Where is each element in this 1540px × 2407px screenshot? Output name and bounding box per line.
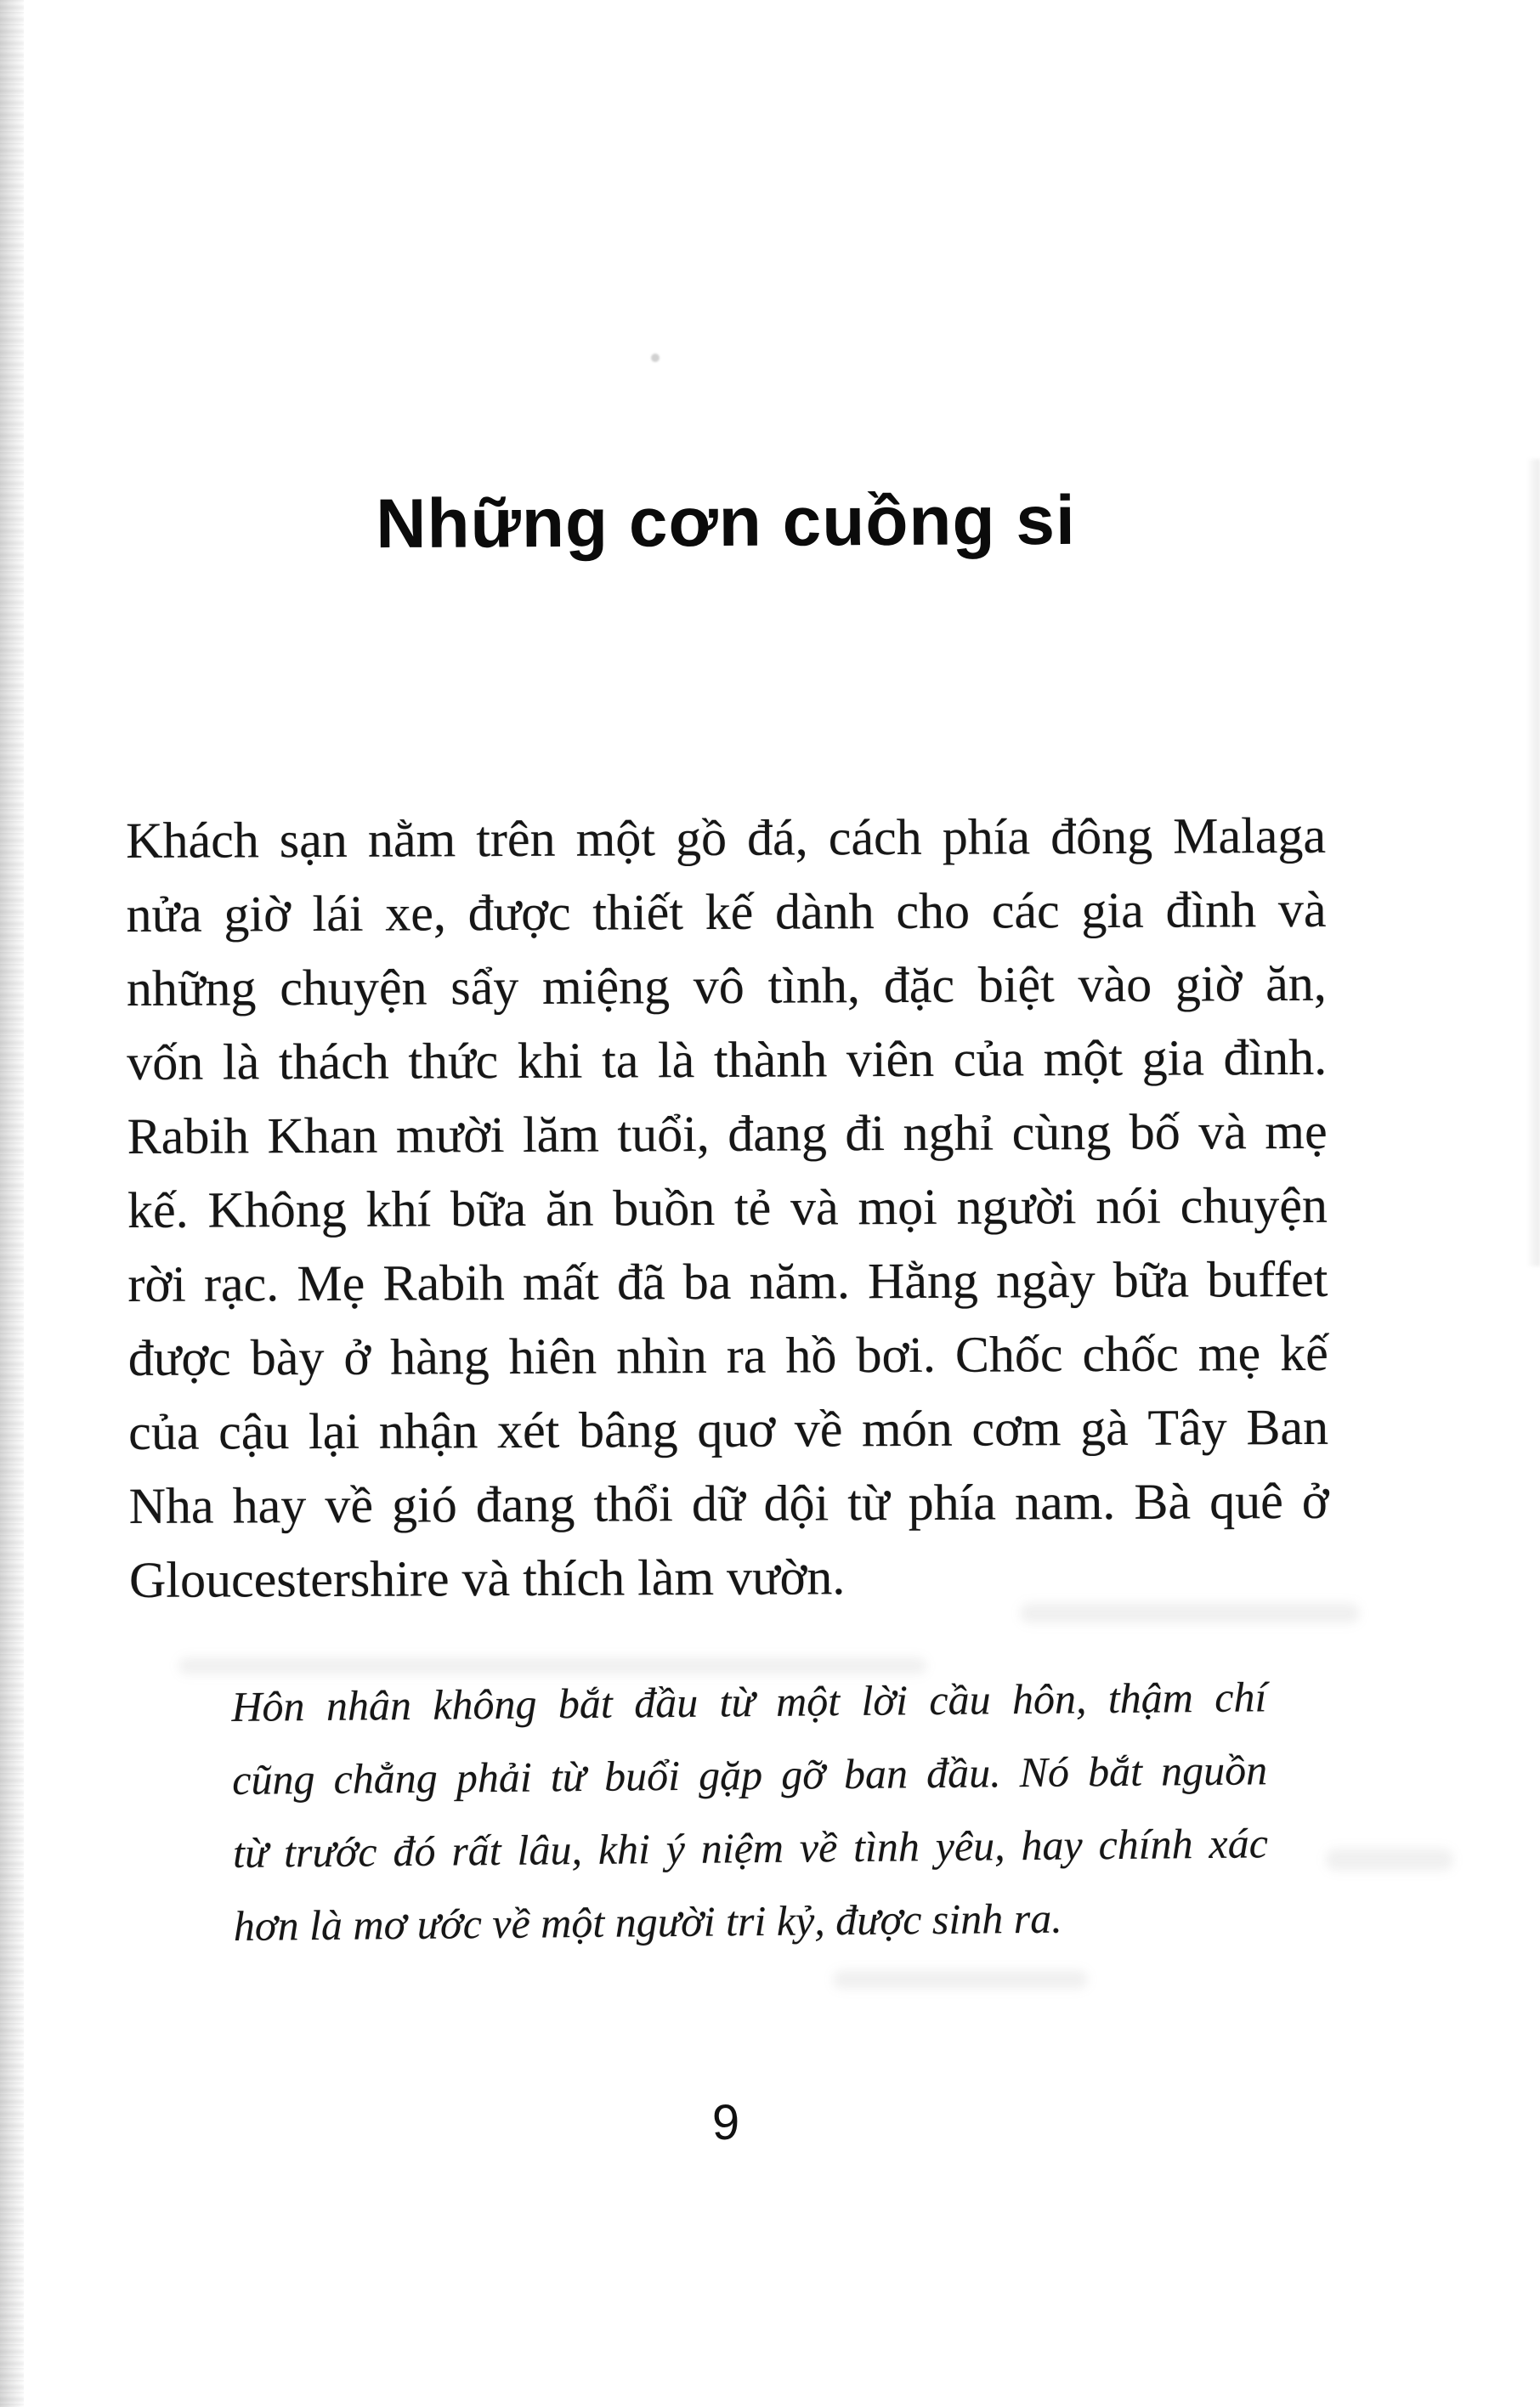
word: Hôn [231, 1682, 305, 1730]
word: đình. [1223, 1028, 1328, 1086]
word: nói [1096, 1177, 1162, 1235]
word: đã [616, 1254, 665, 1311]
word: Rabih [127, 1107, 250, 1164]
word: bố [1129, 1103, 1180, 1160]
word: gia [1141, 1029, 1205, 1086]
scan-smudge [178, 1657, 926, 1674]
word: được [127, 1329, 231, 1386]
word: tình, [767, 957, 861, 1014]
word: một [575, 810, 656, 867]
word: đặc [883, 956, 955, 1014]
word: kế. [127, 1181, 189, 1238]
word: của [128, 1403, 200, 1460]
word: mẹ [1197, 1325, 1261, 1382]
word: nằm [367, 811, 456, 868]
word: quơ [697, 1401, 776, 1458]
word: ở [343, 1328, 371, 1385]
word: không [433, 1679, 537, 1729]
word: những [126, 960, 257, 1017]
word: cơm [971, 1400, 1062, 1457]
word: kế [705, 883, 754, 941]
text-line [233, 1806, 1269, 1889]
word: thậm [1107, 1674, 1194, 1723]
word: đi [845, 1105, 886, 1162]
word: Khan [267, 1107, 378, 1164]
word: ta [601, 1032, 639, 1089]
word: chẳng [333, 1753, 438, 1803]
word: năm. [749, 1253, 851, 1310]
text-line [126, 873, 1326, 952]
word: gặp [698, 1751, 763, 1799]
word: một [775, 1677, 841, 1725]
word: cậu [218, 1403, 290, 1460]
text-line [126, 799, 1326, 878]
word: xác [1209, 1819, 1269, 1867]
word: sạn [279, 811, 348, 869]
scan-smudge [1020, 1603, 1360, 1623]
word: Malaga [1173, 807, 1327, 864]
body-paragraph [126, 799, 1329, 1617]
word: nhận [378, 1402, 478, 1459]
word: kế [1280, 1324, 1328, 1382]
word: thổi [593, 1475, 674, 1532]
word: bơi. [856, 1326, 937, 1384]
word: phải [456, 1753, 532, 1802]
word: Khách [126, 812, 259, 869]
word: gỡ [780, 1750, 826, 1798]
text-line: Gloucestershire và thích làm vườn. [128, 1549, 846, 1608]
word: khí [365, 1181, 432, 1237]
word: biệt [977, 956, 1055, 1013]
word: là [222, 1034, 260, 1090]
word: dành [774, 883, 875, 940]
word: về [794, 1401, 843, 1458]
word: đình [1165, 881, 1257, 938]
page-number: 9 [711, 2095, 740, 2150]
text-line [128, 1464, 1328, 1543]
word: chuyện [280, 959, 427, 1017]
word: Chốc [954, 1326, 1063, 1383]
word: ăn [545, 1180, 594, 1237]
word: Ban [1246, 1398, 1329, 1456]
word: đông [1050, 807, 1153, 865]
word: buổi [603, 1751, 681, 1800]
word: người [956, 1178, 1077, 1235]
word: cho [896, 882, 971, 940]
word: vô [693, 957, 745, 1015]
word: yêu, [935, 1821, 1005, 1871]
word: khi [597, 1825, 651, 1873]
text-line [127, 1169, 1328, 1248]
word: hôn, [1011, 1674, 1087, 1724]
word: từ [719, 1678, 755, 1726]
word: bắt [1087, 1747, 1143, 1796]
word: là [657, 1032, 695, 1089]
word: từ [550, 1753, 586, 1801]
word: chí [1214, 1673, 1267, 1721]
word: tình [852, 1822, 920, 1871]
word: rạc. [203, 1255, 280, 1312]
word: đầu. [926, 1748, 1001, 1798]
word: từ [847, 1475, 890, 1532]
scan-edge-shadow-right [1526, 459, 1540, 1266]
chapter-title: Những cơn cuồng si [375, 481, 1076, 564]
word: Không [207, 1181, 347, 1238]
word: một [1043, 1029, 1124, 1087]
word: các [991, 882, 1060, 939]
word: giờ [1175, 955, 1243, 1012]
word: rất [451, 1826, 501, 1875]
word: viên [846, 1030, 935, 1088]
word: ngày [995, 1252, 1096, 1309]
word: nghỉ [903, 1104, 994, 1162]
word: hiên [508, 1328, 597, 1385]
word: buồn [613, 1179, 716, 1237]
word: về [325, 1476, 374, 1533]
word: từ [232, 1828, 269, 1877]
word: bâng [578, 1402, 678, 1458]
word: lời [861, 1676, 909, 1725]
word: đang [728, 1105, 828, 1162]
word: bắt [558, 1679, 614, 1728]
word: niệm [700, 1823, 784, 1872]
word: ở [1301, 1472, 1329, 1529]
word: thành [713, 1031, 828, 1088]
word: nhìn [615, 1328, 707, 1385]
text-line [127, 1021, 1327, 1100]
word: ăn, [1265, 954, 1327, 1012]
word: chính [1098, 1820, 1193, 1869]
word: khi [517, 1032, 583, 1089]
word: Mẹ [297, 1254, 365, 1312]
word: bữa [1113, 1251, 1190, 1308]
word: chốc [1082, 1325, 1179, 1383]
word: hay [232, 1477, 307, 1534]
word: sẩy [450, 958, 519, 1016]
word: cùng [1011, 1103, 1112, 1161]
word: nguồn [1160, 1746, 1268, 1795]
word: đầu [633, 1678, 699, 1727]
scan-speck [651, 354, 660, 362]
word: đang [475, 1475, 575, 1533]
word: đó [393, 1826, 436, 1876]
text-line [128, 1317, 1328, 1396]
word: tuổi, [617, 1106, 710, 1163]
word: hay [1021, 1821, 1083, 1870]
word: Tây [1147, 1399, 1227, 1456]
block-quote [231, 1660, 1269, 1962]
word: và [790, 1179, 839, 1236]
word: Bà [1134, 1473, 1192, 1530]
word: Nha [128, 1477, 214, 1534]
word: rời [127, 1255, 186, 1312]
word: mẹ [1265, 1102, 1328, 1160]
scan-edge-shadow-left [0, 0, 24, 2407]
word: lâu, [517, 1826, 583, 1874]
word: trước [283, 1827, 377, 1877]
word: xét [496, 1402, 560, 1459]
word: hàng [390, 1328, 490, 1385]
text-line [232, 1733, 1268, 1816]
word: dội [763, 1475, 829, 1532]
word: lăm [522, 1106, 600, 1163]
word: mất [522, 1254, 600, 1311]
word: lại [308, 1402, 360, 1460]
word: thức [408, 1033, 499, 1090]
word: vốn [127, 1034, 204, 1090]
word: bày [250, 1328, 325, 1386]
word: dữ [691, 1475, 745, 1532]
word: Nó [1019, 1747, 1070, 1797]
word: nhân [326, 1680, 412, 1730]
word: được [467, 884, 571, 942]
word: ba [682, 1253, 732, 1311]
word: miệng [541, 958, 671, 1015]
word: cầu [929, 1675, 991, 1725]
word: và [1198, 1103, 1248, 1160]
word: Hằng [867, 1252, 979, 1310]
text-line [127, 1243, 1328, 1322]
word: tẻ [733, 1179, 772, 1236]
word: đá, [746, 809, 808, 866]
word: của [953, 1030, 1025, 1087]
text-line: hơn là mơ ước về một người tri kỷ, được sinh ra. [233, 1894, 1062, 1950]
word: xe, [385, 885, 447, 942]
word: gà [1079, 1399, 1129, 1457]
scan-smudge [833, 1970, 1088, 1989]
word: mười [395, 1107, 505, 1164]
word: nửa [126, 886, 202, 943]
word: hồ [785, 1327, 837, 1384]
word: Rabih [382, 1254, 505, 1311]
word: cũng [231, 1755, 315, 1804]
word: trên [476, 810, 556, 868]
text-line [127, 947, 1327, 1026]
word: lái [312, 885, 364, 943]
word: vào [1078, 955, 1152, 1013]
word: thiết [592, 884, 684, 941]
text-line [128, 1390, 1328, 1470]
word: gió [391, 1476, 457, 1533]
word: bữa [450, 1180, 527, 1237]
word: phía [942, 808, 1031, 865]
word: mọi [858, 1178, 937, 1236]
word: món [861, 1400, 953, 1458]
word: ý [665, 1824, 686, 1873]
word: về [799, 1823, 838, 1872]
scan-smudge [1326, 1849, 1453, 1871]
word: phía [908, 1474, 997, 1531]
word: nam. [1014, 1473, 1116, 1531]
word: giờ [224, 886, 292, 943]
word: ra [726, 1327, 767, 1384]
word: ban [843, 1749, 909, 1798]
word: gia [1081, 881, 1144, 939]
text-line [127, 1095, 1328, 1174]
word: buffet [1206, 1250, 1328, 1308]
word: và [1277, 881, 1327, 938]
word: quê [1209, 1473, 1283, 1530]
word: thách [278, 1033, 389, 1090]
word: chuyện [1180, 1176, 1328, 1234]
word: gồ [675, 809, 728, 867]
word: cách [828, 808, 922, 866]
